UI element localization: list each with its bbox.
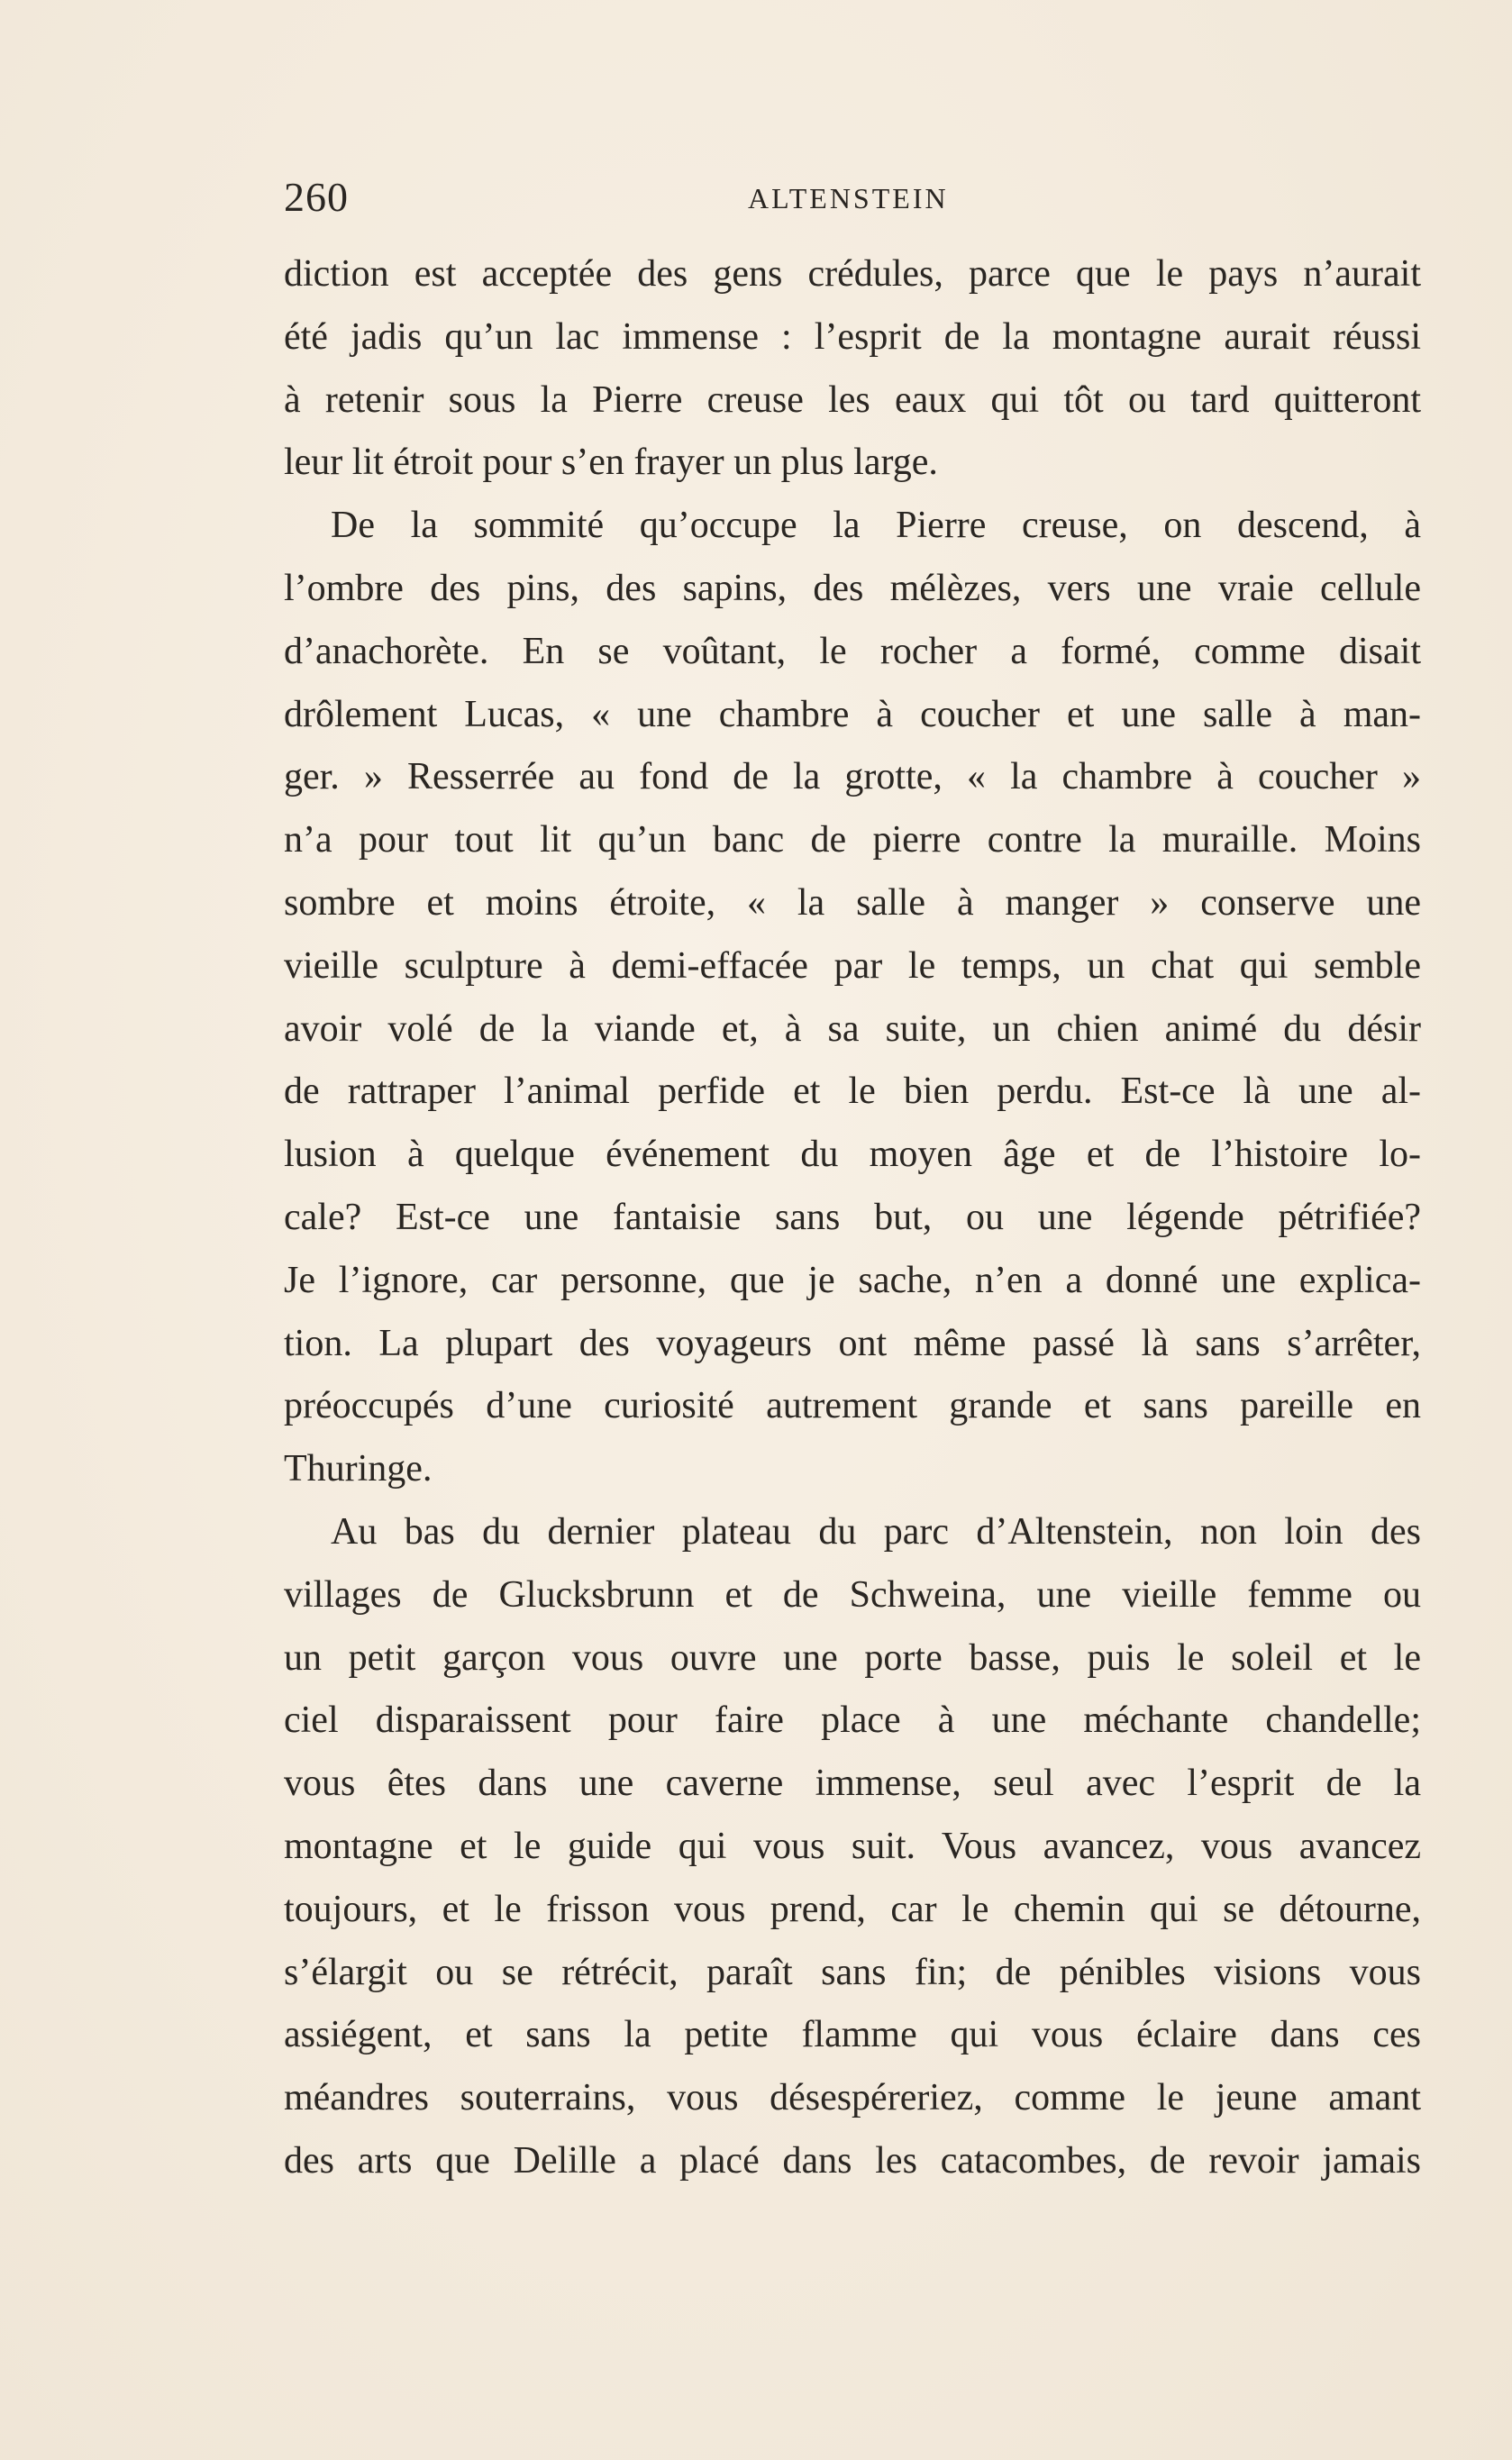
text-line: des arts que Delille a placé dans les catacombes, de revoir jamais: [284, 2139, 1421, 2182]
text-line: drôlement Lucas, « une chambre à coucher et une salle à man-: [284, 693, 1421, 735]
text-line: assiégent, et sans la petite flamme qui vous éclaire dans ces: [284, 2014, 1421, 2056]
text-line: Je l’ignore, car personne, que je sache, n’en a donné une explica-: [284, 1259, 1421, 1301]
text-line: Au bas du dernier plateau du parc d’Altenstein, non loin des: [331, 1510, 1421, 1553]
text-line: villages de Glucksbrunn et de Schweina, une vieille femme ou: [284, 1573, 1421, 1616]
text-line: lusion à quelque événement du moyen âge et de l’histoire lo-: [284, 1134, 1421, 1176]
text-line: cale? Est-ce une fantaisie sans but, ou une légende pétrifiée?: [284, 1196, 1421, 1238]
text-line: Thuringe.: [284, 1448, 433, 1490]
text-line: vous êtes dans une caverne immense, seul avec l’esprit de la: [284, 1763, 1421, 1805]
text-line: vieille sculpture à demi-effacée par le temps, un chat qui semble: [284, 944, 1421, 987]
text-line: un petit garçon vous ouvre une porte basse, puis le soleil et le: [284, 1636, 1421, 1679]
text-line: ciel disparaissent pour faire place à une méchante chandelle;: [284, 1699, 1421, 1742]
text-line: sombre et moins étroite, « la salle à manger » conserve une: [284, 881, 1421, 924]
text-line: montagne et le guide qui vous suit. Vous avancez, vous avancez: [284, 1825, 1421, 1867]
page-number: 260: [284, 174, 349, 220]
running-title: ALTENSTEIN: [748, 182, 949, 214]
text-line: d’anachorète. En se voûtant, le rocher a formé, comme disait: [284, 630, 1421, 672]
text-line: s’élargit ou se rétrécit, paraît sans fin; de pénibles visions vous: [284, 1951, 1421, 1993]
text-line: été jadis qu’un lac immense : l’esprit de la montagne aurait réussi: [284, 315, 1421, 358]
text-line: diction est acceptée des gens crédules, parce que le pays n’aurait: [284, 253, 1421, 295]
text-line: avoir volé de la viande et, à sa suite, un chien animé du désir: [284, 1007, 1421, 1050]
text-line: toujours, et le frisson vous prend, car le chemin qui se détourne,: [284, 1888, 1421, 1930]
text-line: leur lit étroit pour s’en frayer un plus large.: [284, 442, 938, 484]
text-line: De la sommité qu’occupe la Pierre creuse, on descend, à: [331, 505, 1421, 547]
text-line: à retenir sous la Pierre creuse les eaux qui tôt ou tard quitteront: [284, 378, 1421, 421]
text-line: n’a pour tout lit qu’un banc de pierre contre la muraille. Moins: [284, 819, 1421, 861]
text-line: préoccupés d’une curiosité autrement grande et sans pareille en: [284, 1385, 1421, 1427]
text-line: l’ombre des pins, des sapins, des mélèzes, vers une vraie cellule: [284, 567, 1421, 609]
text-line: tion. La plupart des voyageurs ont même passé là sans s’arrêter,: [284, 1322, 1421, 1364]
text-line: ger. » Resserrée au fond de la grotte, « la chambre à coucher »: [284, 756, 1421, 798]
body-text: [284, 243, 1421, 2193]
text-line: de rattraper l’animal perfide et le bien perdu. Est-ce là une al-: [284, 1071, 1421, 1113]
text-line: méandres souterrains, vous désespéreriez, comme le jeune amant: [284, 2077, 1421, 2119]
page-header: [284, 173, 1421, 227]
